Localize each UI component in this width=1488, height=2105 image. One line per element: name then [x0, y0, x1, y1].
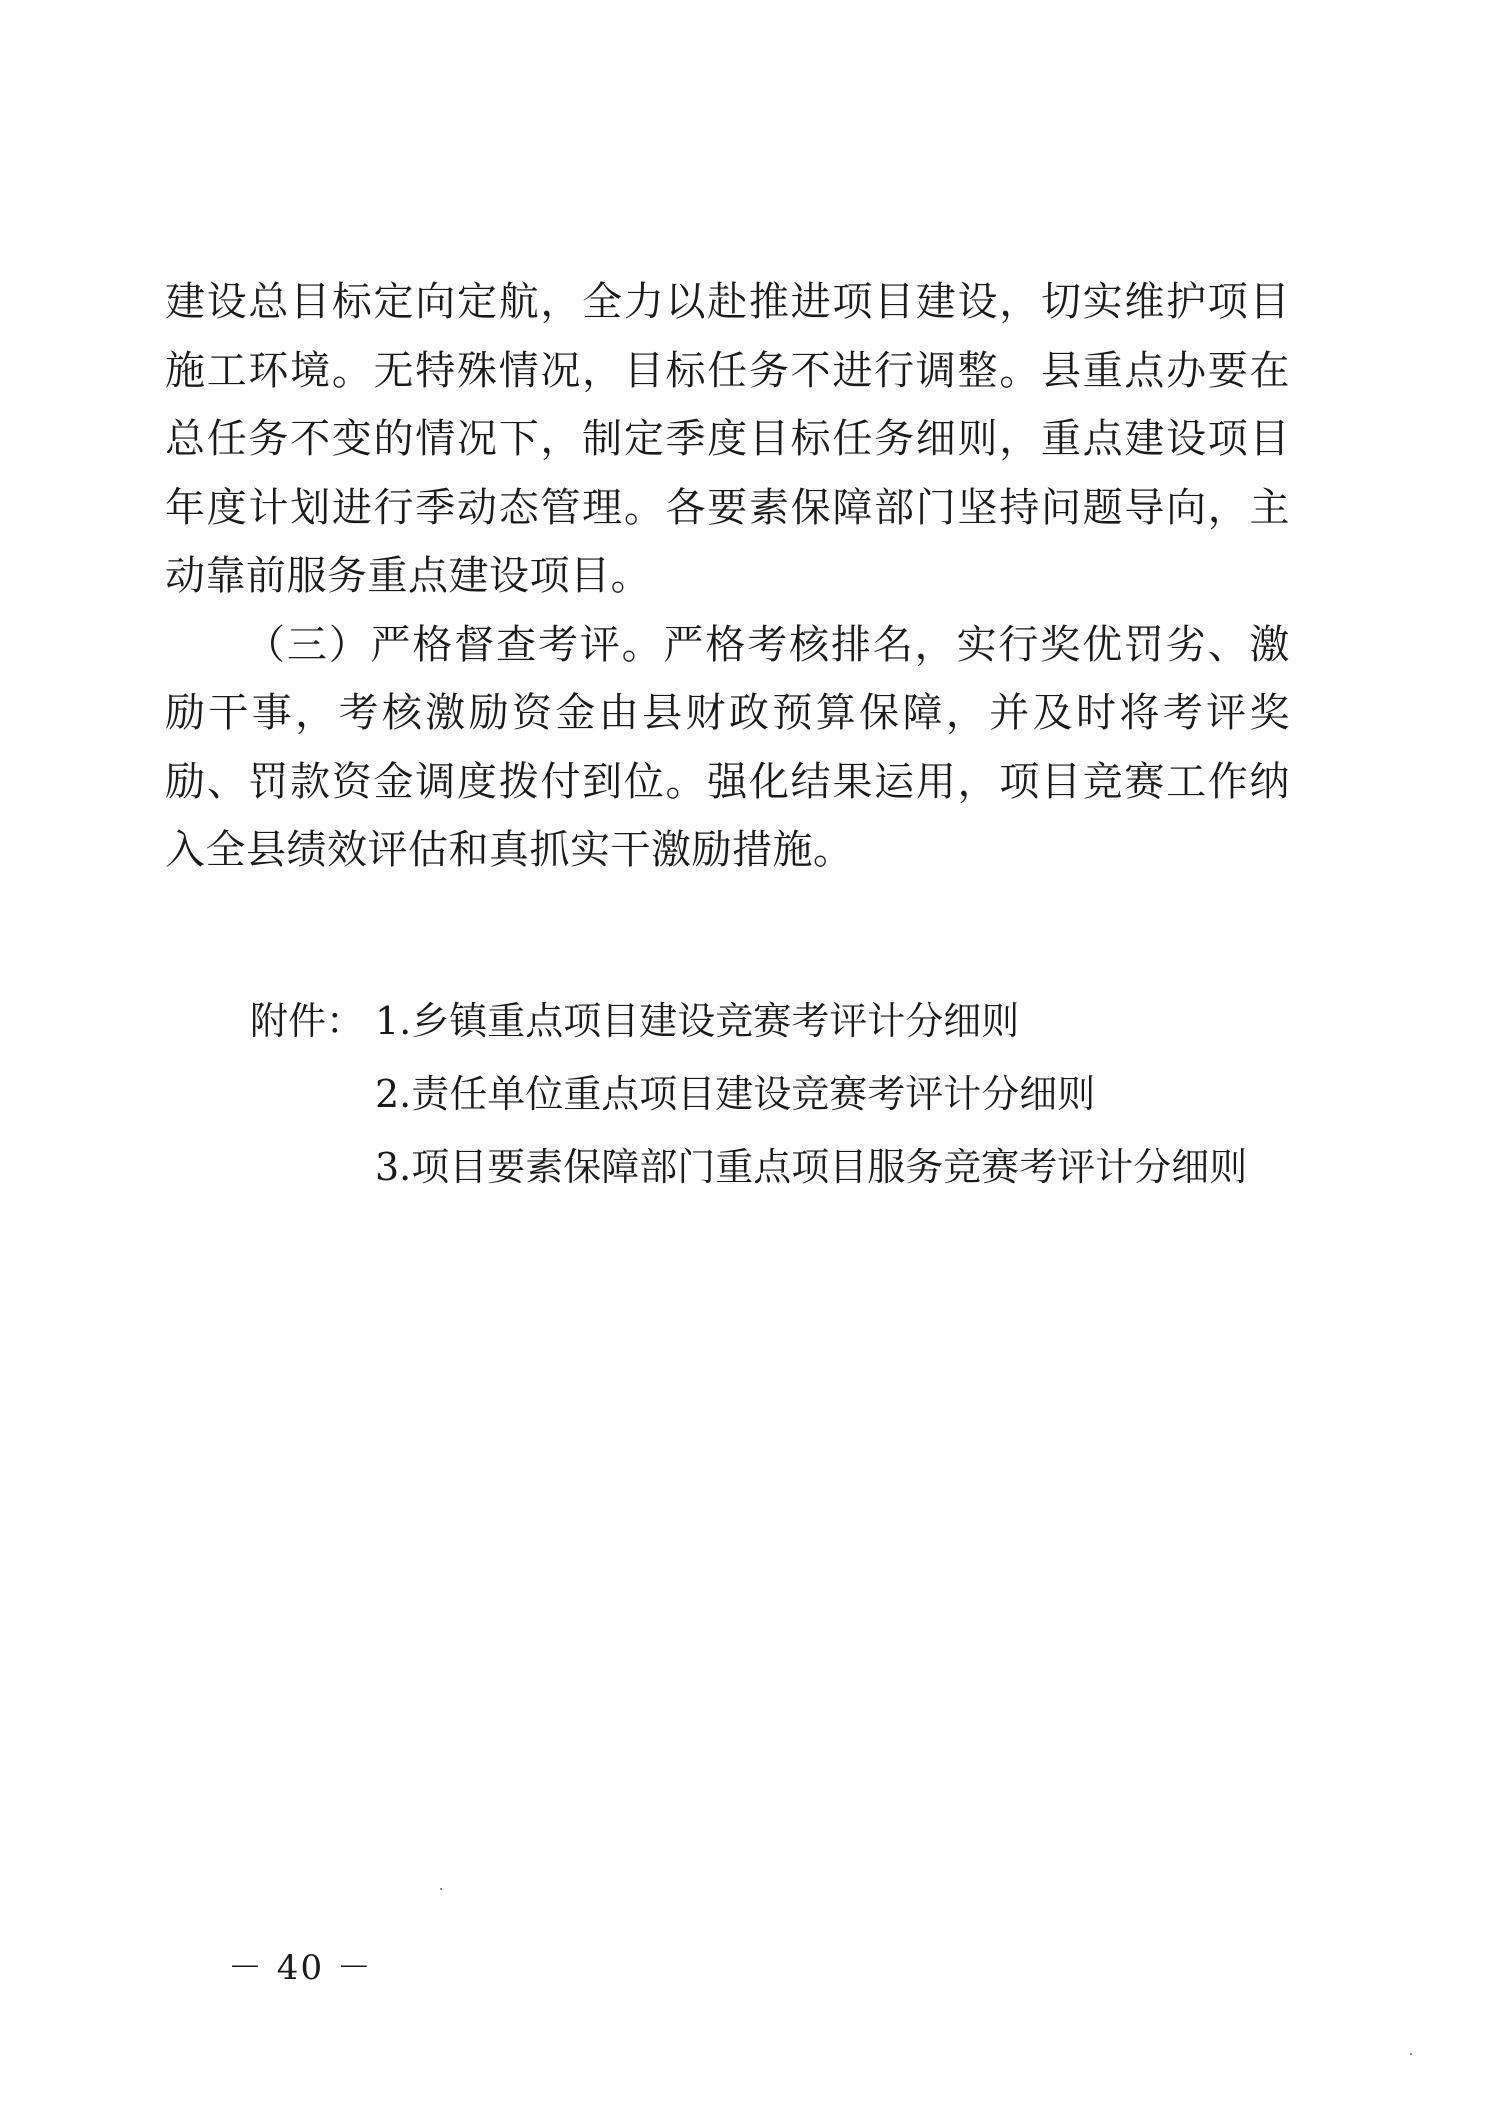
paragraph-supervision: （三）严格督查考评。严格考核排名，实行奖优罚劣、激励干事，考核激励资金由县财政预算保障，并及时将考评奖励、罚款资金调度拨付到位。强化结果运用，项目竞赛工作纳入全县绩效评估和真抓实干激励措施。	[165, 621, 1290, 873]
page-number: － 40 －	[228, 1948, 373, 1988]
attachments-list	[250, 985, 1350, 1204]
body-text	[165, 268, 1290, 885]
attachment-item	[250, 985, 1350, 1058]
attachments-label: 附件：	[250, 999, 365, 1043]
attachment-item-text: 2.责任单位重点项目建设竞赛考评计分细则	[375, 1072, 1096, 1116]
attachment-item	[250, 1131, 1350, 1204]
attachment-item-text: 3.项目要素保障部门重点项目服务竞赛考评计分细则	[375, 1145, 1248, 1189]
attachment-item-text: 1.乡镇重点项目建设竞赛考评计分细则	[375, 999, 1020, 1043]
attachment-item	[250, 1058, 1350, 1131]
scan-speck	[1410, 2053, 1412, 2055]
scan-speck	[440, 1888, 442, 1890]
paragraph-continued: 建设总目标定向定航，全力以赴推进项目建设，切实维护项目施工环境。无特殊情况，目标任务不进行调整。县重点办要在总任务不变的情况下，制定季度目标任务细则，重点建设项目年度计划进行季动态管理。各要素保障部门坚持问题导向，主动靠前服务重点建设项目。	[165, 279, 1290, 599]
